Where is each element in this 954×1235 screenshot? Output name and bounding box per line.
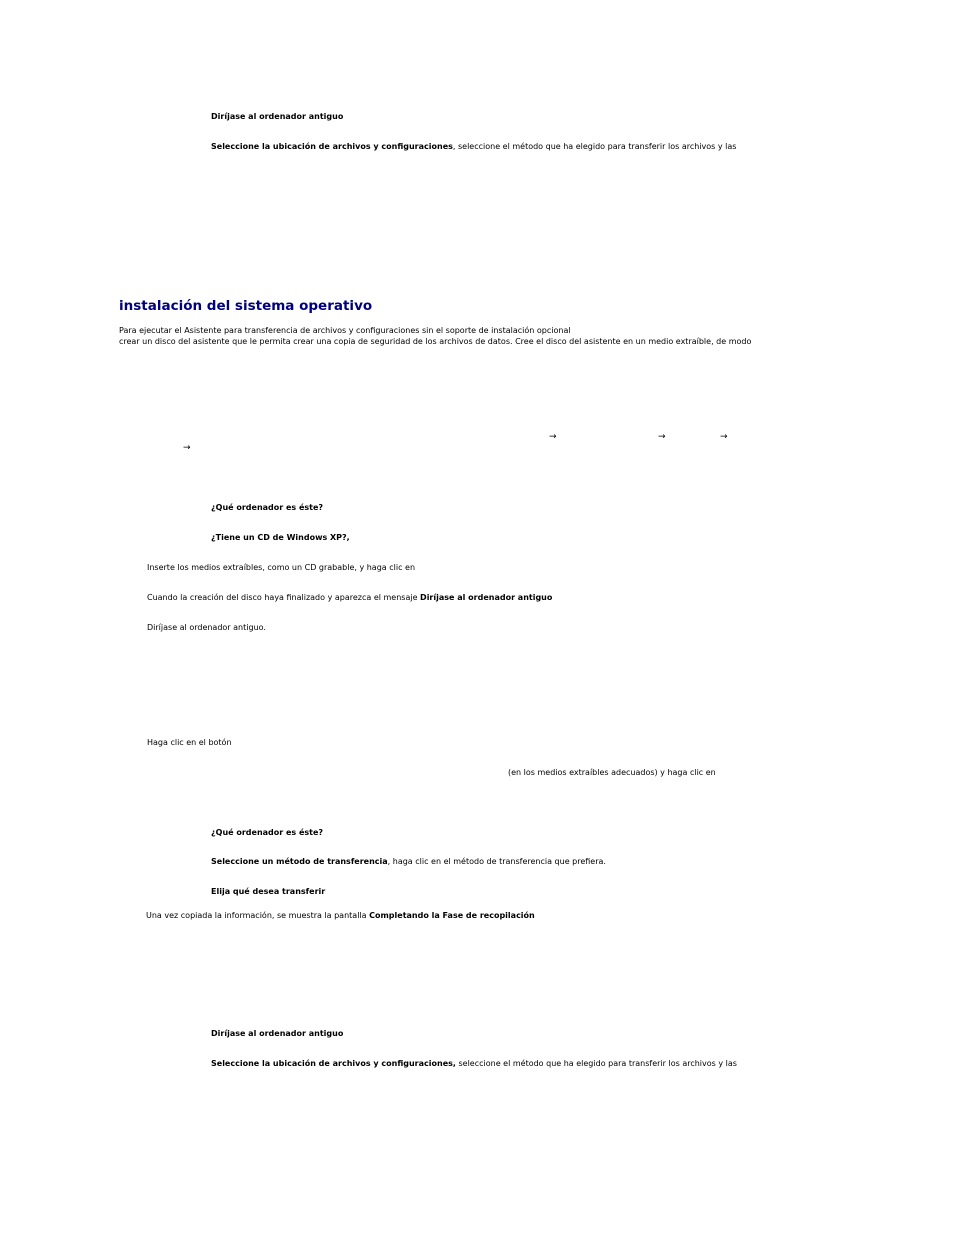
- intro-paragraph-line-2: crear un disco del asistente que le permita crear una copia de seguridad de los archivos de datos. Cree el disco del asistente en un medio extraíble, de modo: [119, 337, 752, 346]
- instruction-select-location-rest: , seleccione el método que ha elegido para transferir los archivos y las: [452, 142, 737, 151]
- step-click-button: Haga clic en el botón: [147, 738, 232, 747]
- path-arrow-icon: →: [658, 432, 666, 442]
- path-arrow-icon: →: [549, 432, 557, 442]
- instruction-select-location-2: [211, 1059, 737, 1069]
- step-info-copied: [146, 911, 535, 921]
- instruction-goto-old-computer: Diríjase al ordenador antiguo: [211, 112, 344, 121]
- question-which-computer-2: ¿Qué ordenador es éste?: [211, 828, 324, 837]
- path-arrow-icon: →: [720, 432, 728, 442]
- step-info-copied-text: Una vez copiada la información, se muestra la pantalla: [146, 911, 370, 920]
- instruction-select-location-bold: Seleccione la ubicación de archivos y configuraciones: [211, 142, 453, 151]
- step-disk-finished-bold: Diríjase al ordenador antiguo: [420, 593, 553, 602]
- path-arrow-icon: →: [183, 443, 191, 453]
- step-media-click: (en los medios extraíbles adecuados) y haga clic en: [508, 768, 716, 777]
- intro-paragraph-line-1: Para ejecutar el Asistente para transferencia de archivos y configuraciones sin el soporte de instalación opcional: [119, 326, 571, 335]
- instruction-select-location-2-bold: Seleccione la ubicación de archivos y configuraciones,: [211, 1059, 456, 1068]
- instruction-select-location-2-rest: seleccione el método que ha elegido para transferir los archivos y las: [455, 1059, 737, 1068]
- step-info-copied-bold: Completando la Fase de recopilación: [369, 911, 535, 920]
- step-disk-finished-text: Cuando la creación del disco haya finalizado y aparezca el mensaje: [147, 593, 421, 602]
- question-windows-cd: ¿Tiene un CD de Windows XP?,: [211, 533, 350, 542]
- instruction-select-location: [211, 142, 736, 152]
- instruction-goto-old-computer-2: Diríjase al ordenador antiguo: [211, 1029, 344, 1038]
- instruction-choose-transfer: Elija qué desea transferir: [211, 887, 326, 896]
- instruction-select-method-bold: Seleccione un método de transferencia: [211, 857, 388, 866]
- step-disk-finished: [147, 593, 552, 603]
- instruction-select-method-rest: , haga clic en el método de transferencia que prefiera.: [387, 857, 606, 866]
- step-insert-media: Inserte los medios extraíbles, como un CD grabable, y haga clic en: [147, 563, 416, 572]
- step-goto-old-computer: Diríjase al ordenador antiguo.: [147, 623, 266, 632]
- section-heading: instalación del sistema operativo: [119, 298, 373, 314]
- question-which-computer: ¿Qué ordenador es éste?: [211, 503, 324, 512]
- instruction-select-method: [211, 857, 606, 867]
